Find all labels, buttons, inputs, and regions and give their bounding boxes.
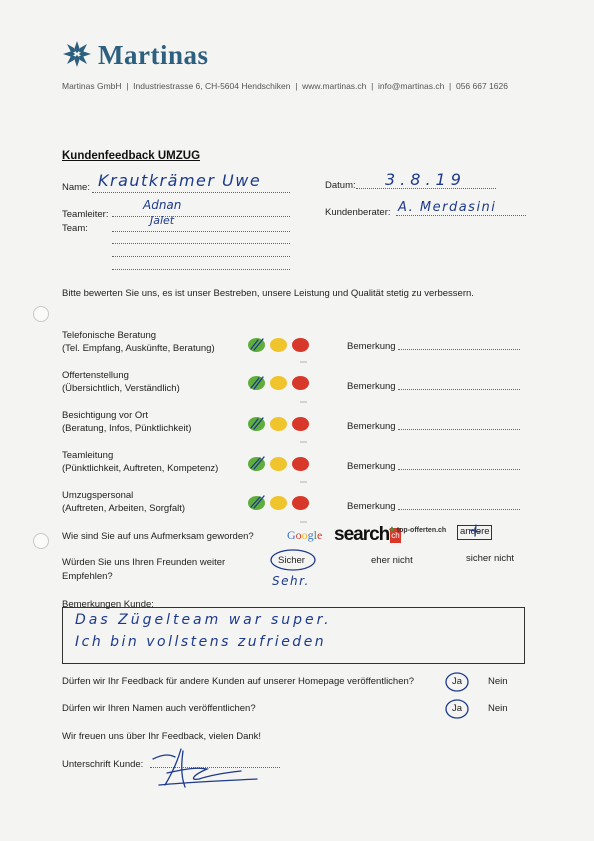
company-name: Martinas <box>98 40 209 70</box>
search-logo-ch: ch <box>390 528 400 543</box>
sicher-circle <box>268 548 318 572</box>
rating-2-title: Offertenstellung <box>62 370 129 381</box>
bemerkungen-line-2: Ich bin vollstens zufrieden <box>75 634 327 650</box>
rating-3-title: Besichtigung vor Ort <box>62 410 149 421</box>
team-label: Team: <box>62 223 88 234</box>
andere-mark <box>464 522 488 538</box>
rating-4-subtitle: (Pünktlichkeit, Auftreten, Kompetenz) <box>62 463 219 474</box>
rating-2-bemerkung: Bemerkung <box>347 381 396 392</box>
signature-label: Unterschrift Kunde: <box>62 759 144 770</box>
feedback-publish-nein[interactable]: Nein <box>488 676 508 687</box>
weiter-option-sicher[interactable]: Sicher <box>278 555 305 566</box>
topofferten-icon: ✚ <box>389 527 395 534</box>
kundenberater-value[interactable]: A. Merdasini <box>398 200 497 215</box>
feedback-ja-circle <box>444 671 470 693</box>
weiter-question-line2: Empfehlen? <box>62 571 113 582</box>
customer-signature <box>145 745 265 793</box>
rating-1-subtitle: (Tel. Empfang, Auskünfte, Beratung) <box>62 343 215 354</box>
source-topofferten[interactable] <box>389 526 446 534</box>
kundenberater-label: Kundenberater: <box>325 207 391 218</box>
name-ja-circle <box>444 698 470 720</box>
name-publish-question: Dürfen wir Ihren Namen auch veröffentlichen? <box>62 703 256 714</box>
source-google[interactable]: Google <box>287 528 323 542</box>
team-value[interactable]: Jalet <box>150 214 175 227</box>
rating-2-subtitle: (Übersichtlich, Verständlich) <box>62 383 180 394</box>
name-publish-ja[interactable]: Ja <box>452 703 463 714</box>
weiter-question-line1: Würden Sie uns Ihren Freunden weiter <box>62 557 226 568</box>
rating-5-bemerkung: Bemerkung <box>347 501 396 512</box>
name-label: Name: <box>62 182 90 193</box>
feedback-publish-question: Dürfen wir Ihr Feedback für andere Kunden auf unserer Homepage veröffentlichen? <box>62 676 415 687</box>
name-value[interactable]: Krautkrämer Uwe <box>98 171 262 190</box>
name-publish-nein[interactable]: Nein <box>488 703 508 714</box>
rating-5-subtitle: (Auftreten, Arbeiten, Sorgfalt) <box>62 503 186 514</box>
bemerkungen-line-1: Das Zügelteam war super. <box>75 612 332 628</box>
datum-label: Datum: <box>325 180 356 191</box>
intro-text: Bitte bewerten Sie uns, es ist unser Bestreben, unsere Leistung und Qualität stetig zu verbessern. <box>62 288 474 299</box>
topofferten-label: top-offerten.ch <box>396 527 447 534</box>
bemerkungen-label: Bemerkungen Kunde: <box>62 599 154 610</box>
datum-value[interactable]: 3.8.19 <box>385 170 466 189</box>
rating-4-title: Teamleitung <box>62 450 114 461</box>
thanks-text: Wir freuen uns über Ihr Feedback, vielen Dank! <box>62 731 262 742</box>
rating-3-bemerkung: Bemerkung <box>347 421 396 432</box>
form-title: Kundenfeedback UMZUG <box>62 150 201 162</box>
weiter-option-sicher-nicht[interactable]: sicher nicht <box>466 553 515 564</box>
teamleiter-label: Teamleiter: <box>62 209 109 220</box>
aufmerksam-question: Wie sind Sie auf uns Aufmerksam geworden? <box>62 531 254 542</box>
rating-1-title: Telefonische Beratung <box>62 330 157 341</box>
rating-5-title: Umzugspersonal <box>62 490 134 501</box>
source-andere-label: andere <box>460 526 490 537</box>
weiter-option-eher-nicht[interactable]: eher nicht <box>371 555 413 566</box>
feedback-publish-ja[interactable]: Ja <box>452 676 463 687</box>
rating-1-bemerkung: Bemerkung <box>347 341 396 352</box>
rating-3-subtitle: (Beratung, Infos, Pünktlichkeit) <box>62 423 192 434</box>
company-address: Martinas GmbH | Industriestrasse 6, CH-5604 Hendschiken | www.martinas.ch | info@martinas.ch | 056 667 1626 <box>62 81 508 91</box>
weiter-hand-note: Sehr. <box>272 574 310 588</box>
search-logo-text: search <box>334 524 390 545</box>
rating-4-bemerkung: Bemerkung <box>347 461 396 472</box>
teamleiter-value[interactable]: Adnan <box>143 198 182 212</box>
